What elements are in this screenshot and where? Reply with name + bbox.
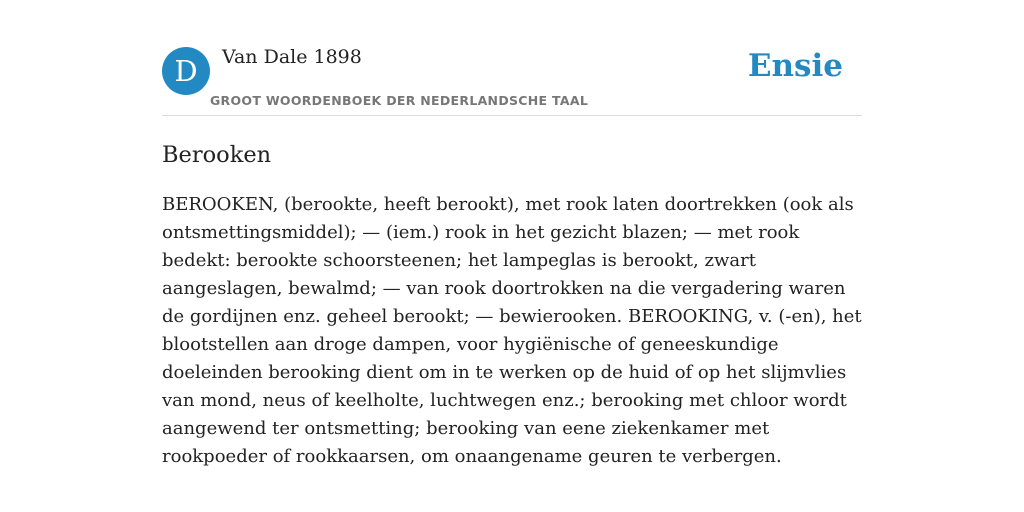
source-logo-badge[interactable]: D [162, 47, 210, 95]
source-subtitle: GROOT WOORDENBOEK DER NEDERLANDSCHE TAAL [210, 93, 589, 108]
entry-card [162, 44, 862, 471]
entry-definition: BEROOKEN, (berookte, heeft berookt), met rook laten doortrekken (ook als ontsmettingsmiddel); — (iem.) rook in het gezicht blazen; — met rook bedekt: berookte schoorsteenen; het lampeglas is berookt, zwart aangeslagen, bewalmd; — van rook doortrokken na die vergadering waren de gordijnen enz. geheel berookt; — bewierooken. BEROOKING, v. (-en), het blootstellen aan droge dampen, voor hygiënische of geneeskundige doeleinden berooking dient om in te werken op de huid of op het slijmvlies van mond, neus of keelholte, luchtwegen enz.; berooking met chloor wordt aangewend ter ontsmetting; berooking van eene ziekenkamer met rookpoeder of rookkaarsen, om onaangename geuren te verbergen. [162, 194, 862, 467]
ensie-logo[interactable]: Ensie [747, 48, 843, 84]
entry-title: Berooken [162, 142, 272, 168]
source-title[interactable]: Van Dale 1898 [222, 46, 362, 68]
source-header [162, 44, 862, 116]
